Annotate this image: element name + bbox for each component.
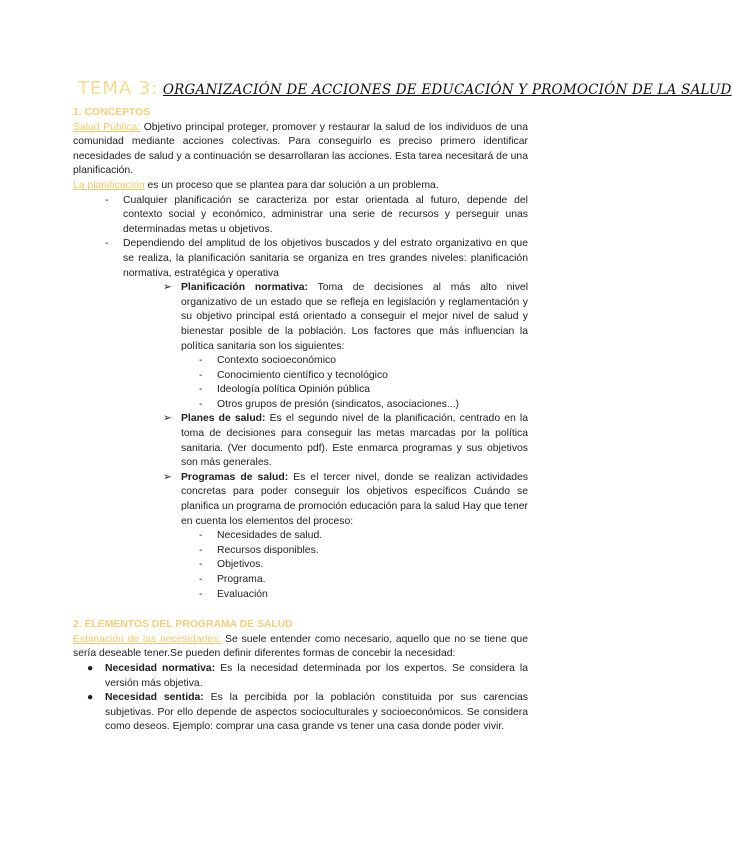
term-need-normativa: Necesidad normativa:	[105, 662, 216, 674]
bullet-icon: ●	[87, 662, 94, 674]
paragraph-salud-publica	[73, 121, 528, 179]
nivel-normativa	[163, 281, 528, 412]
term-salud-publica: Salud Pública:	[73, 121, 141, 133]
text-salud-publica: Objetivo principal proteger, promover y restaurar la salud de los individuos de una comunidad mediante acciones colectivas. Para conseguirlo es preciso primero identificar necesidades de salud y a continuación se desarrollaran las acciones. Esta tarea necesitará de una planificación.	[73, 121, 528, 177]
list-item: - Programa.	[199, 573, 528, 588]
list-item: - Necesidades de salud.	[199, 529, 528, 544]
document-title	[78, 78, 732, 99]
niveles-list	[123, 281, 528, 602]
text-planificacion: es un proceso que se plantea para dar solución a un problema.	[144, 179, 439, 191]
list-item	[105, 237, 528, 602]
arrow-icon: ➢	[163, 282, 172, 294]
arrow-icon: ➢	[163, 471, 172, 483]
nivel-programas	[163, 471, 528, 602]
factors-list	[181, 354, 528, 412]
text-need-sentida: Es la percibida por la población constituida por sus carencias subjetivas. Por ello depende de aspectos socioculturales y socioeconómicos. Se considera como deseos. Ejemplo: comprar una casa grande vs tener una casa donde poder vivir.	[105, 692, 529, 733]
needs-list	[73, 662, 528, 735]
title-main: ORGANIZACIÓN DE ACCIONES DE EDUCACIÓN Y PROMOCIÓN DE LA SALUD	[162, 82, 732, 98]
document-body	[73, 106, 528, 735]
term-need-sentida: Necesidad sentida:	[105, 692, 204, 704]
section-heading-conceptos: 1. CONCEPTOS	[73, 107, 151, 118]
section-heading-elementos: 2. ELEMENTOS DEL PROGRAMA DE SALUD	[73, 619, 293, 631]
list-item: - Contexto socioeconómico	[199, 354, 528, 369]
list-item: - Conocimiento científico y tecnológico	[199, 369, 528, 384]
term-estimacion: Estimación de las necesidades:	[73, 633, 222, 645]
list-item: - Objetivos.	[199, 558, 528, 573]
title-tema: TEMA 3:	[78, 78, 159, 99]
elements-list	[181, 529, 528, 602]
list-item: - Cualquier planificación se caracteriza por estar orientada al futuro, depende del contexto social y económico, administrar una serie de recursos y perseguir unas determinadas metas u objetivos.	[105, 194, 528, 238]
list-item: - Evaluación	[199, 588, 528, 603]
list-item-text: Dependiendo del amplitud de los objetivos buscados y del estrato organizativo en que se realiza, la planificación sanitaria se organiza en tres grandes niveles: planificación normativa, estratégica y operativa	[123, 238, 528, 279]
term-planes: Planes de salud:	[181, 413, 266, 425]
nivel-planes	[163, 412, 528, 470]
list-item: - Recursos disponibles.	[199, 544, 528, 559]
need-normativa	[87, 662, 528, 691]
text-need-normativa: Es la necesidad determinada por los expertos. Se considera la versión más objetiva.	[105, 662, 528, 689]
paragraph-planificacion	[73, 179, 528, 194]
planificacion-list	[73, 194, 528, 603]
list-item: - Otros grupos de presión (sindicatos, asociaciones...)	[199, 398, 528, 413]
term-programas: Programas de salud:	[181, 471, 289, 483]
paragraph-estimacion	[73, 633, 528, 662]
term-normativa: Planificación normativa:	[181, 282, 308, 294]
arrow-icon: ➢	[163, 413, 172, 425]
text-normativa: Toma de decisiones al más alto nivel organizativo de un estado que se refleja en legislación y reglamentación y su objetivo principal está orientado a conseguir el mejor nivel de salud y bienestar posible de la población. Los factores que más influencian la política sanitaria son los siguientes:	[181, 282, 529, 352]
text-planes: Es el segundo nivel de la planificación, centrado en la toma de decisiones para conseguir las metas marcadas por la política sanitaria. (Ver documento pdf). Este enmarca programas y sus objetivos son más generales.	[181, 413, 528, 469]
list-item: - Ideología política Opinión pública	[199, 383, 528, 398]
term-planificacion: La planificación	[73, 179, 145, 191]
text-programas: Es el tercer nivel, donde se realizan actividades concretas para poder conseguir los objetivos específicos Cuándo se planifica un programa de promoción educación para la salud Hay que tener en cuenta los elementos del proceso:	[181, 471, 528, 527]
bullet-icon: ●	[87, 692, 94, 704]
text-estimacion: Se suele entender como necesario, aquello que no se tiene que sería deseable tener.Se pueden definir diferentes formas de concebir la necesidad:	[73, 633, 528, 660]
need-sentida	[87, 691, 528, 735]
